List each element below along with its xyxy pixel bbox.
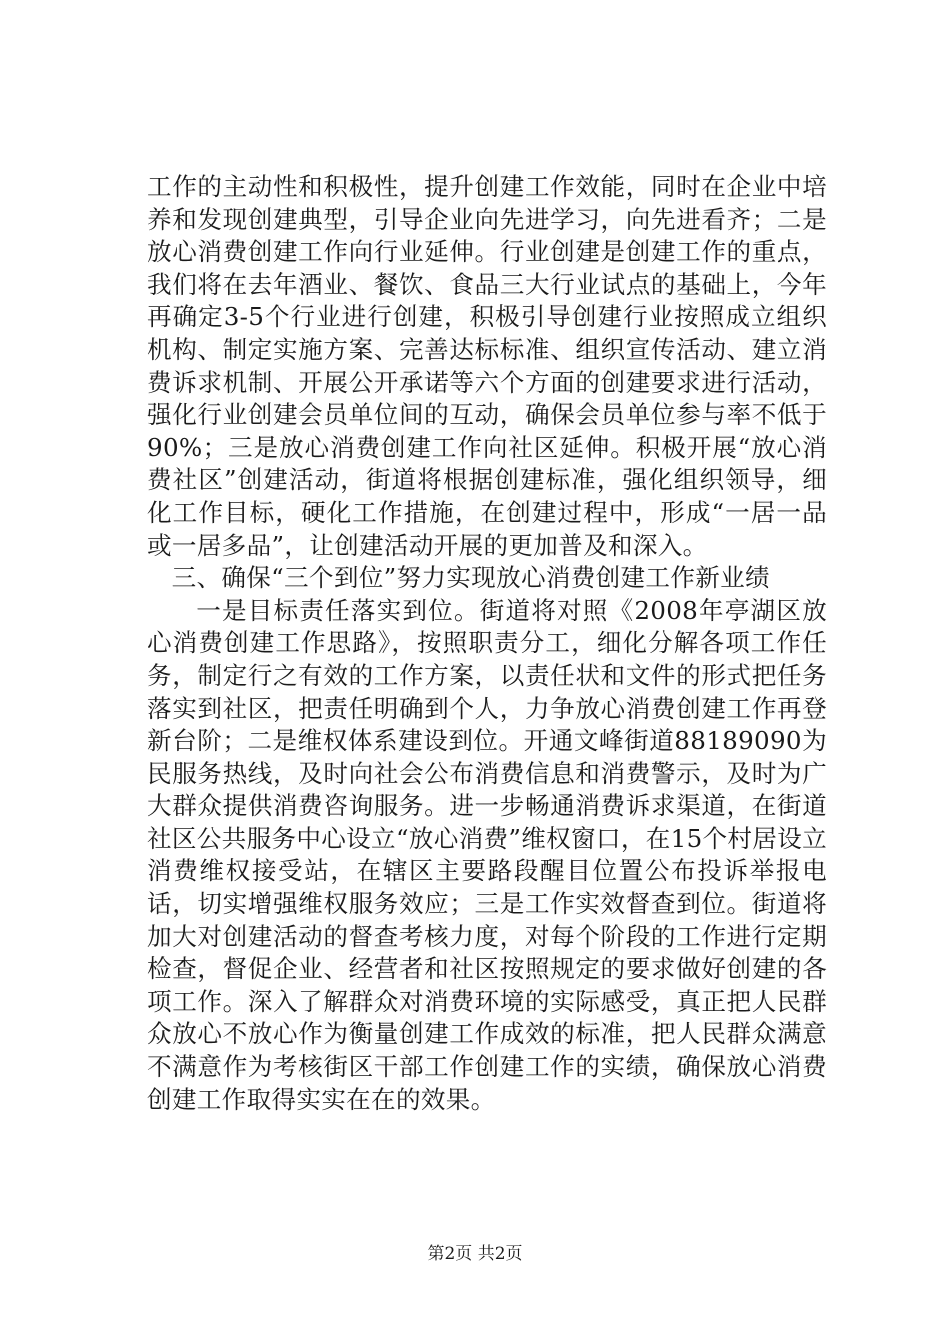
- document-body: [147, 171, 827, 1116]
- section-heading-3: 三、确保“三个到位”努力实现放心消费创建工作新业绩: [171, 563, 770, 593]
- page-footer: [0, 1243, 950, 1265]
- paragraph-three-in-place: 一是目标责任落实到位。街道将对照《2008年亭湖区放心消费创建工作思路》，按照职责分工，细化分解各项工作任务，制定行之有效的工作方案，以责任状和文件的形式把任务落实到社区，把责任明确到个人，力争放心消费创建工作再登新台阶；二是维权体系建设到位。开通文峰街道88189090为民服务热线，及时向社会公布消费信息和消费警示，及时为广大群众提供消费咨询服务。进一步畅通消费诉求渠道，在街道社区公共服务中心设立“放心消费”维权窗口，在15个村居设立消费维权接受站，在辖区主要路段醒目位置公布投诉举报电话，切实增强维权服务效应；三是工作实效督查到位。街道将加大对创建活动的督查考核力度，对每个阶段的工作进行定期检查，督促企业、经营者和社区按照规定的要求做好创建的各项工作。深入了解群众对消费环境的实际感受，真正把人民群众放心不放心作为衡量创建工作成效的标准，把人民群众满意不满意作为考核街区干部工作创建工作的实绩，确保放心消费创建工作取得实实在在的效果。: [147, 595, 827, 1114]
- paragraph-continuation: 工作的主动性和积极性，提升创建工作效能，同时在企业中培养和发现创建典型，引导企业向先进学习，向先进看齐；二是放心消费创建工作向行业延伸。行业创建是创建工作的重点，我们将在去年酒业、餐饮、食品三大行业试点的基础上，今年再确定3-5个行业进行创建，积极引导创建行业按照成立组织机构、制定实施方案、完善达标标准、组织宣传活动、建立消费诉求机制、开展公开承诺等六个方面的创建要求进行活动，强化行业创建会员单位间的互动，确保会员单位参与率不低于90%；三是放心消费创建工作向社区延伸。积极开展“放心消费社区”创建活动，街道将根据创建标准，强化组织领导，细化工作目标，硬化工作措施，在创建过程中，形成“一居一品或一居多品”，让创建活动开展的更加普及和深入。: [147, 172, 827, 560]
- page-number-label: 第2页 共2页: [427, 1244, 523, 1264]
